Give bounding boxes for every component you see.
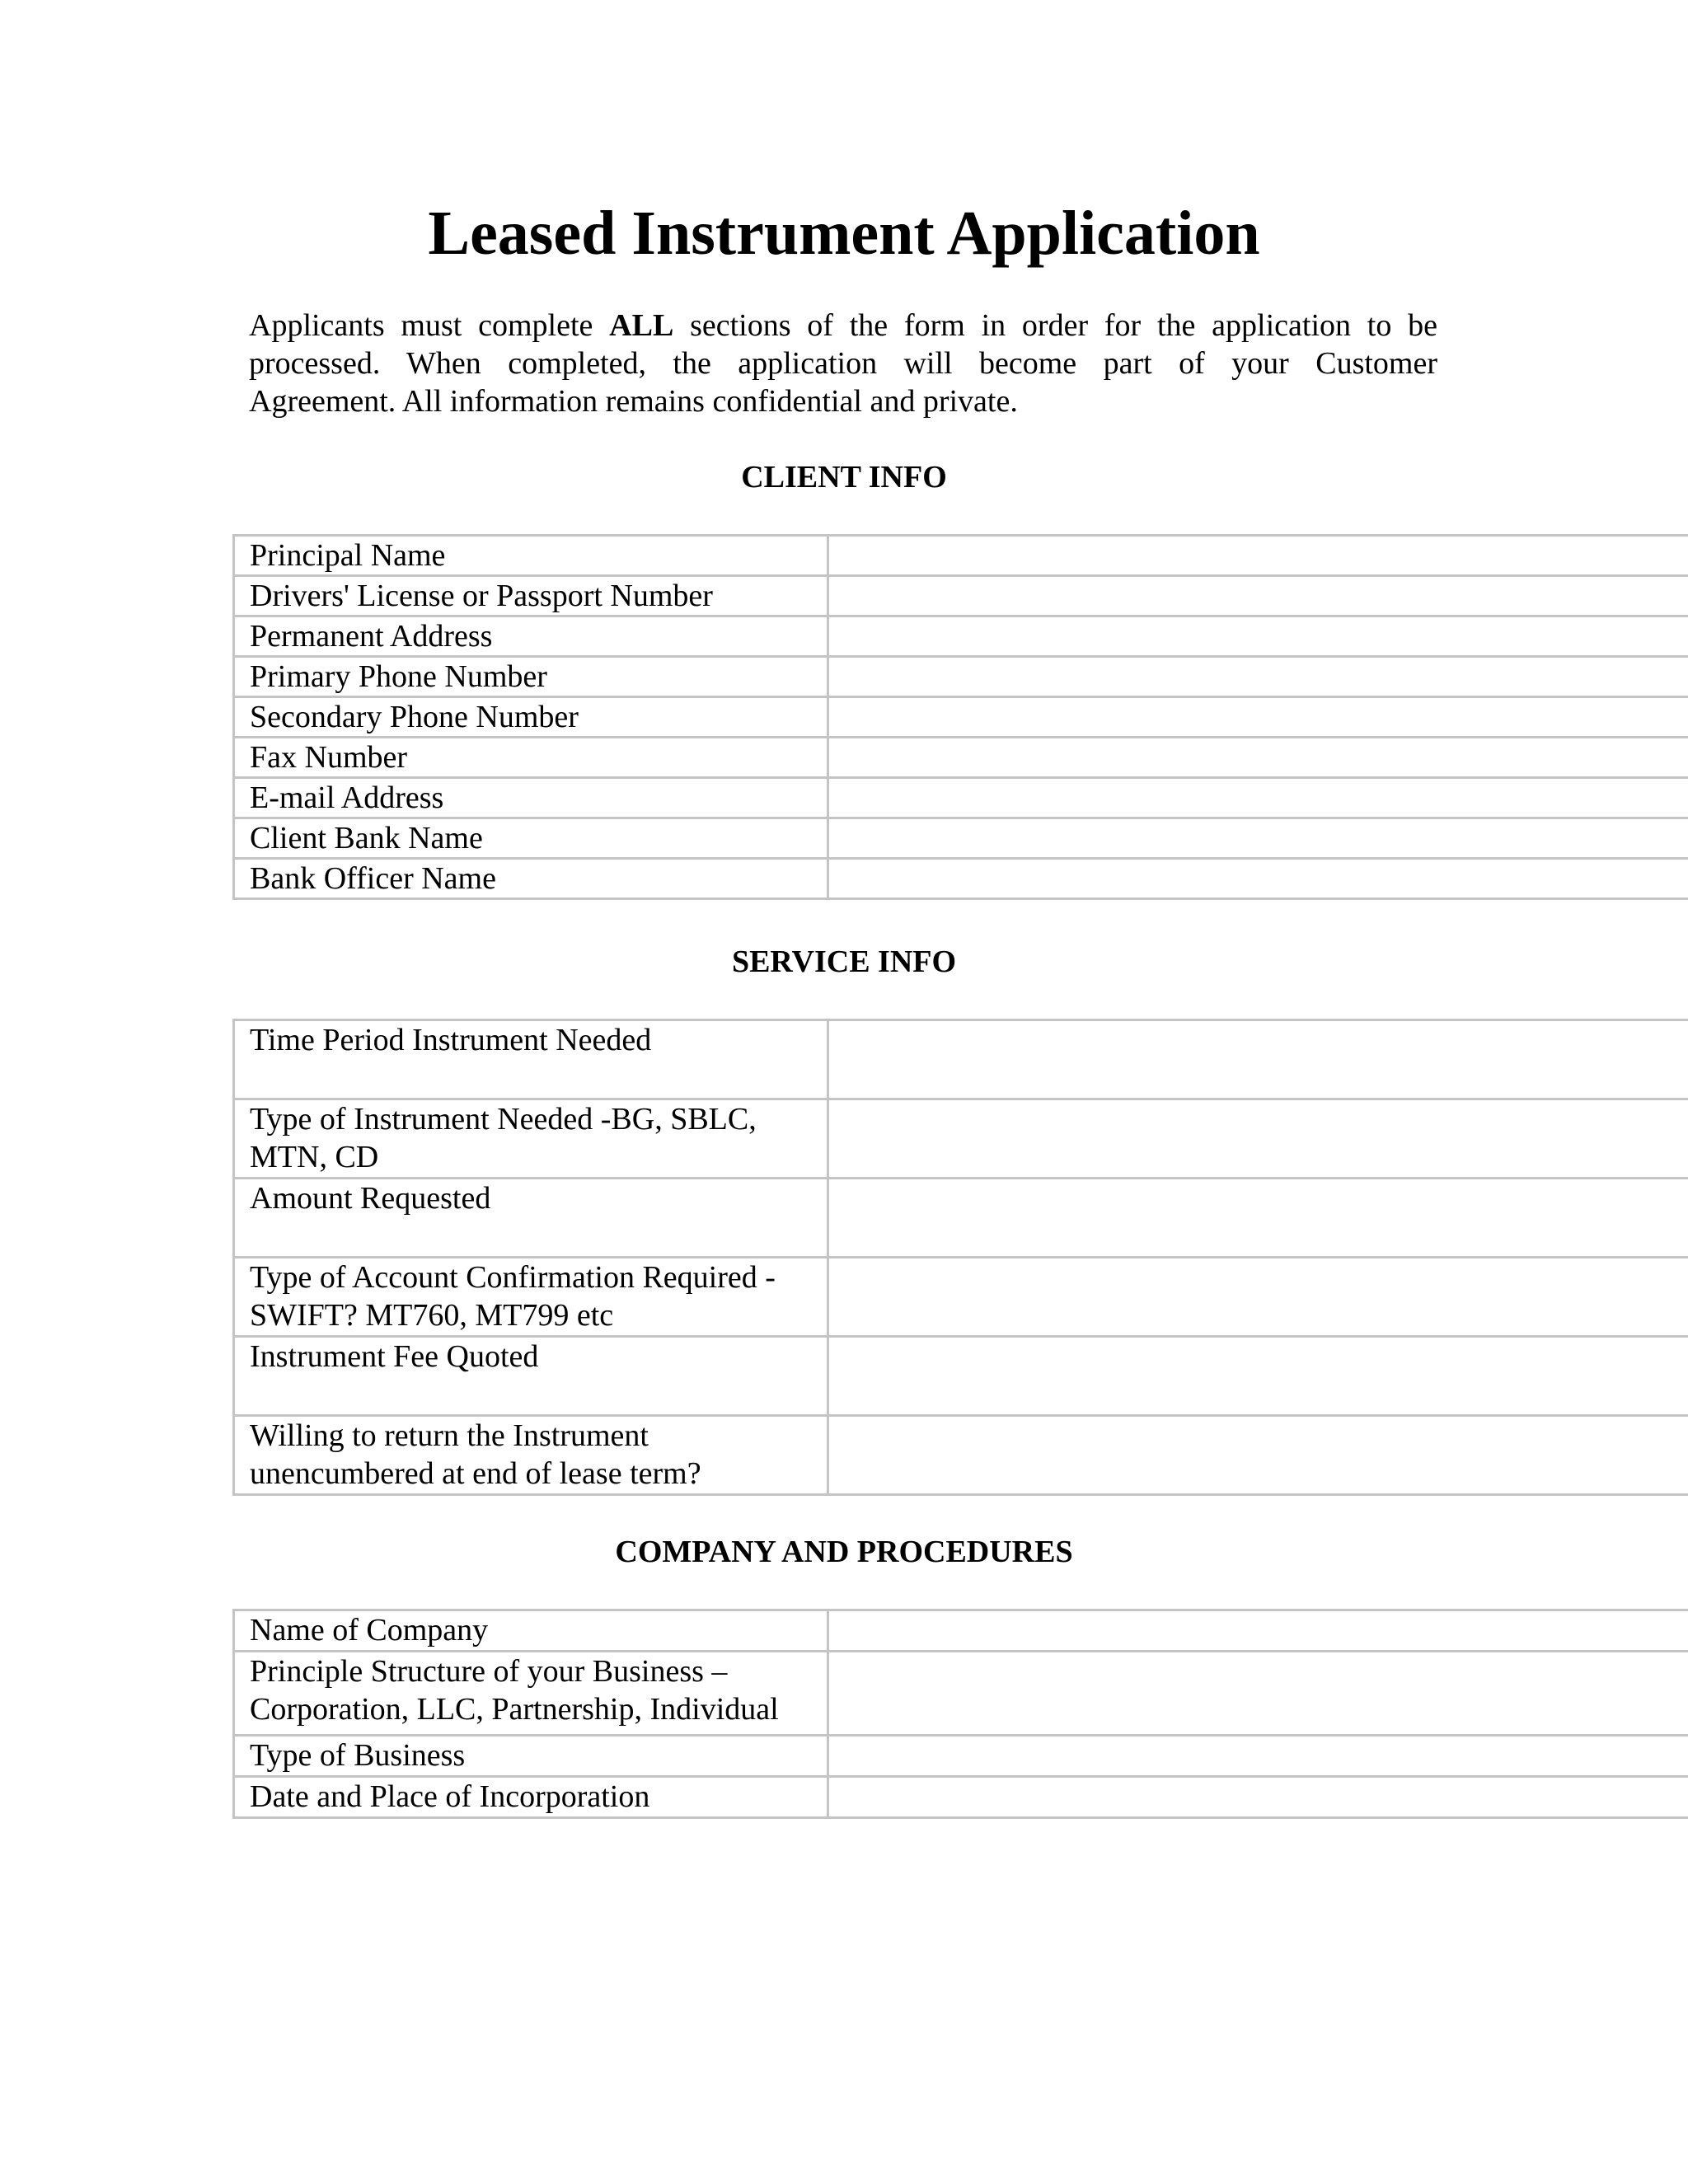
client-info-heading: CLIENT INFO — [741, 460, 947, 494]
account-confirmation-label: Type of Account Confirmation Required -SWIFT? MT760, MT799 etc — [234, 1258, 828, 1337]
instrument-fee-field[interactable] — [828, 1337, 1688, 1416]
return-instrument-field[interactable] — [828, 1416, 1688, 1495]
company-procedures-table — [232, 1609, 1688, 1819]
license-passport-label: Drivers' License or Passport Number — [234, 576, 828, 616]
table-row — [234, 778, 1688, 818]
table-row — [234, 818, 1688, 859]
table-row — [234, 1020, 1688, 1099]
secondary-phone-field[interactable] — [828, 697, 1688, 738]
fax-number-field[interactable] — [828, 738, 1688, 778]
client-bank-name-label: Client Bank Name — [234, 818, 828, 859]
company-name-label: Name of Company — [234, 1610, 828, 1652]
intro-paragraph — [249, 307, 1437, 420]
company-name-field[interactable] — [828, 1610, 1688, 1652]
business-structure-label: Principle Structure of your Business – Corporation, LLC, Partnership, Individual — [234, 1652, 828, 1736]
intro-line-1 — [249, 307, 1437, 344]
incorporation-label: Date and Place of Incorporation — [234, 1777, 828, 1818]
table-row — [234, 738, 1688, 778]
table-row — [234, 1099, 1688, 1179]
client-bank-name-field[interactable] — [828, 818, 1688, 859]
amount-requested-field[interactable] — [828, 1179, 1688, 1258]
bank-officer-name-label: Bank Officer Name — [234, 859, 828, 899]
permanent-address-field[interactable] — [828, 616, 1688, 657]
table-row — [234, 697, 1688, 738]
intro-line-2: processed. When completed, the application will become part of your Customer — [249, 346, 1437, 381]
instrument-type-label: Type of Instrument Needed -BG, SBLC, MTN, CD — [234, 1099, 828, 1179]
return-instrument-label: Willing to return the Instrument unencumbered at end of lease term? — [234, 1416, 828, 1495]
instrument-type-field[interactable] — [828, 1099, 1688, 1179]
email-address-field[interactable] — [828, 778, 1688, 818]
intro-line-1-end: sections of the form in order for the application to be — [673, 308, 1438, 343]
bank-officer-name-field[interactable] — [828, 859, 1688, 899]
business-type-field[interactable] — [828, 1736, 1688, 1777]
service-info-table — [232, 1019, 1688, 1496]
incorporation-field[interactable] — [828, 1777, 1688, 1818]
account-confirmation-field[interactable] — [828, 1258, 1688, 1337]
table-row — [234, 1652, 1688, 1736]
principal-name-label: Principal Name — [234, 536, 828, 576]
table-row — [234, 1337, 1688, 1416]
table-row — [234, 1258, 1688, 1337]
intro-line-1-start: Applicants must complete — [249, 308, 610, 343]
time-period-field[interactable] — [828, 1020, 1688, 1099]
intro-emphasis: ALL — [609, 308, 674, 343]
license-passport-field[interactable] — [828, 576, 1688, 616]
table-row — [234, 1610, 1688, 1652]
primary-phone-label: Primary Phone Number — [234, 657, 828, 697]
secondary-phone-label: Secondary Phone Number — [234, 697, 828, 738]
email-address-label: E-mail Address — [234, 778, 828, 818]
page-title: Leased Instrument Application — [428, 199, 1260, 268]
table-row — [234, 616, 1688, 657]
instrument-fee-label: Instrument Fee Quoted — [234, 1337, 828, 1416]
fax-number-label: Fax Number — [234, 738, 828, 778]
company-procedures-heading: COMPANY AND PROCEDURES — [615, 1535, 1073, 1569]
service-info-heading: SERVICE INFO — [731, 944, 957, 979]
table-row — [234, 576, 1688, 616]
intro-line-3: Agreement. All information remains confidential and private. — [249, 384, 1018, 419]
time-period-label: Time Period Instrument Needed — [234, 1020, 828, 1099]
business-structure-field[interactable] — [828, 1652, 1688, 1736]
principal-name-field[interactable] — [828, 536, 1688, 576]
table-row — [234, 1179, 1688, 1258]
business-type-label: Type of Business — [234, 1736, 828, 1777]
table-row — [234, 1736, 1688, 1777]
table-row — [234, 1777, 1688, 1818]
table-row — [234, 1416, 1688, 1495]
client-info-table — [232, 534, 1688, 900]
table-row — [234, 657, 1688, 697]
table-row — [234, 536, 1688, 576]
amount-requested-label: Amount Requested — [234, 1179, 828, 1258]
permanent-address-label: Permanent Address — [234, 616, 828, 657]
primary-phone-field[interactable] — [828, 657, 1688, 697]
table-row — [234, 859, 1688, 899]
